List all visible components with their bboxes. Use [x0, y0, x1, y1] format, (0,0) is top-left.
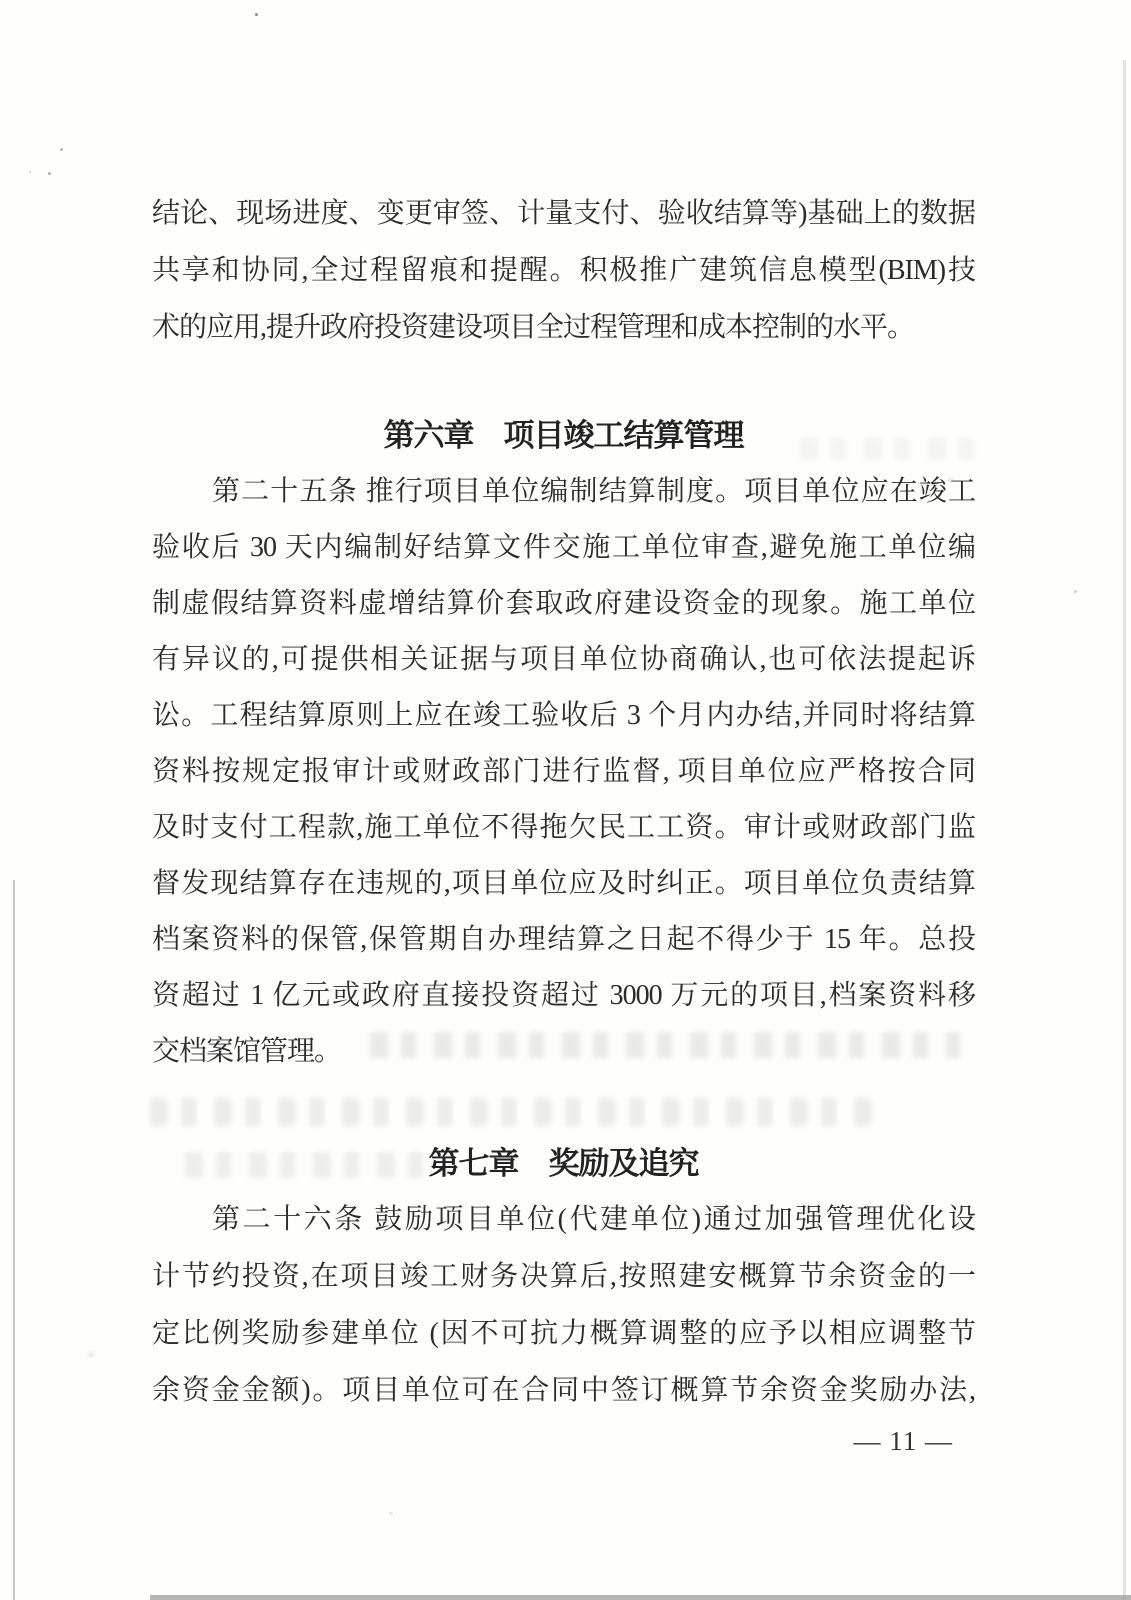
text-line: 结论、现场进度、变更审签、计量支付、验收结算等)基础上的数据: [152, 198, 975, 229]
scan-speck: [48, 172, 51, 175]
text-line: 及时支付工程款,施工单位不得拖欠民工工资。审计或财政部门监: [152, 812, 975, 843]
text-line: 制虚假结算资料虚增结算价套取政府建设资金的现象。施工单位: [152, 588, 975, 619]
text-line: 定比例奖励参建单位 (因不可抗力概算调整的应予以相应调整节: [152, 1318, 975, 1349]
text-line: 计节约投资,在项目竣工财务决算后,按照建安概算节余资金的一: [152, 1261, 975, 1292]
scan-edge: [150, 1595, 1131, 1600]
scan-speck: [389, 1512, 393, 1515]
chapter-6-heading: 第六章 项目竣工结算管理: [383, 418, 744, 453]
chapter-7-heading: 第七章 奖励及追究: [428, 1146, 699, 1181]
scan-edge: [13, 880, 15, 1600]
scan-speck: [255, 13, 258, 16]
scan-speck: [88, 1352, 94, 1357]
text-line: 验收后 30 天内编制好结算文件交施工单位审查,避免施工单位编: [152, 532, 975, 563]
text-line: 余资金金额)。项目单位可在合同中签订概算节余资金奖励办法,: [152, 1375, 975, 1406]
text-line: 资超过 1 亿元或政府直接投资超过 3000 万元的项目,档案资料移: [152, 980, 975, 1011]
text-line: 有异议的,可提供相关证据与项目单位协商确认,也可依法提起诉: [152, 644, 975, 675]
article-26-paragraph: [152, 1191, 975, 1419]
scan-speck: [948, 478, 953, 482]
text-line: 第二十六条 鼓励项目单位(代建单位)通过加强管理优化设: [212, 1204, 975, 1235]
text-line: 交档案馆管理。: [152, 1036, 342, 1067]
bleed-through-ghost: [800, 438, 980, 460]
text-line: 资料按规定报审计或财政部门进行监督, 项目单位应严格按合同: [152, 756, 975, 787]
page-number: — 11 —: [853, 1426, 953, 1456]
text-line: 第二十五条 推行项目单位编制结算制度。项目单位应在竣工: [212, 476, 975, 507]
scan-edge: [1123, 60, 1126, 1600]
intro-paragraph: [152, 185, 975, 356]
text-line: 讼。工程结算原则上应在竣工验收后 3 个月内办结,并同时将结算: [152, 700, 975, 731]
text-line: 督发现结算存在违规的,项目单位应及时纠正。项目单位负责结算: [152, 868, 975, 899]
bleed-through-ghost: [150, 1098, 880, 1126]
text-line: 术的应用,提升政府投资建设项目全过程管理和成本控制的水平。: [152, 312, 915, 343]
bleed-through-ghost: [185, 1152, 425, 1178]
article-25-paragraph: [152, 464, 975, 1080]
scan-speck: [29, 171, 31, 173]
text-line: 档案资料的保管,保管期自办理结算之日起不得少于 15 年。总投: [152, 924, 975, 955]
text-line: 共享和协同,全过程留痕和提醒。积极推广建筑信息模型(BIM)技: [152, 255, 975, 286]
scan-speck: [60, 148, 63, 151]
bleed-through-ghost: [370, 1032, 960, 1058]
scan-speck: [1074, 590, 1077, 593]
